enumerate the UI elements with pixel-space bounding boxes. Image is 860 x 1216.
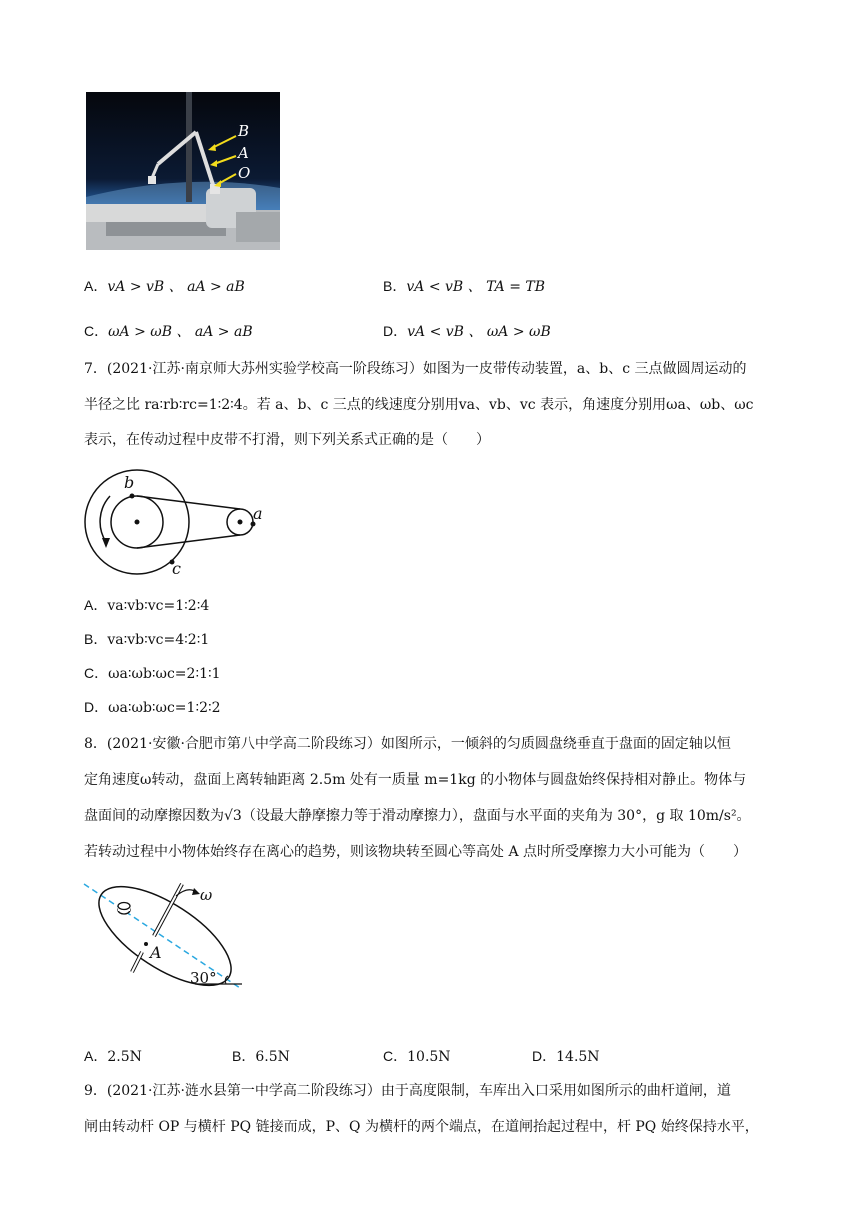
- q7-option-c: [84, 666, 221, 681]
- option-tag: B．: [232, 1048, 256, 1064]
- option-text: ωa∶ωb∶ωc=2∶1∶1: [108, 666, 221, 682]
- option-text: vA < vB 、 ωA > ωB: [407, 324, 551, 340]
- option-text: ωA > ωB 、 aA > aB: [108, 324, 253, 340]
- figure-label-a: a: [253, 504, 263, 523]
- q9-line-1: 9．(2021·江苏·涟水县第一中学高二阶段练习）由于高度限制，车库出入口采用如图所示的曲杆道闸，道: [84, 1083, 731, 1099]
- option-tag: C．: [84, 323, 109, 339]
- q8-option-a: [84, 1049, 142, 1064]
- option-tag: C．: [84, 665, 109, 681]
- option-text: vA < vB 、 TA = TB: [406, 279, 546, 295]
- q6-option-b: [383, 279, 545, 294]
- q7-line-3: 表示，在传动过程中皮带不打滑，则下列关系式正确的是（ ）: [84, 432, 490, 448]
- figure-label-a: A: [238, 144, 249, 162]
- option-text: ωa∶ωb∶ωc=1∶2∶2: [108, 700, 221, 716]
- q7-option-d: [84, 700, 221, 715]
- figure-label-omega: ω: [200, 886, 213, 904]
- belt-drive-diagram: [80, 466, 270, 578]
- option-tag: D．: [84, 699, 109, 715]
- q6-option-c: [84, 324, 253, 339]
- q7-option-a: [84, 598, 209, 613]
- figure-label-a: A: [150, 943, 162, 962]
- option-text: vA > vB 、 aA > aB: [107, 279, 245, 295]
- option-tag: C．: [383, 1048, 408, 1064]
- q8-line-1: 8．(2021·安徽·合肥市第八中学高二阶段练习）如图所示，一倾斜的匀质圆盘绕垂直于盘面的固定轴以恒: [84, 736, 731, 752]
- option-tag: D．: [383, 323, 408, 339]
- q8-option-b: [232, 1049, 290, 1064]
- q8-line-3: 盘面间的动摩擦因数为√3（设最大静摩擦力等于滑动摩擦力），盘面与水平面的夹角为 30°，g 取 10m/s²。: [84, 808, 751, 824]
- option-text: 2.5N: [107, 1049, 142, 1065]
- option-tag: B．: [84, 631, 108, 647]
- figure-label-c: c: [172, 559, 181, 578]
- figure-label-b: b: [124, 473, 135, 492]
- space-station-photo: [86, 92, 280, 250]
- q8-option-c: [383, 1049, 451, 1064]
- q8-option-d: [532, 1049, 600, 1064]
- option-tag: A．: [84, 278, 108, 294]
- option-tag: D．: [532, 1048, 557, 1064]
- option-text: 14.5N: [556, 1049, 600, 1065]
- option-tag: B．: [383, 278, 407, 294]
- q7-line-2: 半径之比 ra∶rb∶rc=1∶2∶4。若 a、b、c 三点的线速度分别用va、vb、vc 表示，角速度分别用ωa、ωb、ωc: [84, 397, 754, 413]
- q6-option-a: [84, 279, 245, 294]
- q8-line-4: 若转动过程中小物体始终存在离心的趋势，则该物块转至圆心等高处 A 点时所受摩擦力大小可能为（ ）: [84, 844, 748, 860]
- option-text: va∶vb∶vc=4∶2∶1: [107, 632, 210, 648]
- q7-option-b: [84, 632, 209, 647]
- tilted-disc-diagram: [80, 880, 250, 998]
- figure-label-angle: 30°: [190, 969, 217, 987]
- figure-label-b: B: [238, 122, 250, 140]
- option-text: va∶vb∶vc=1∶2∶4: [107, 598, 210, 614]
- option-tag: A．: [84, 597, 108, 613]
- q8-line-2: 定角速度ω转动，盘面上离转轴距离 2.5m 处有一质量 m=1kg 的小物体与圆盘始终保持相对静止。物体与: [84, 772, 747, 788]
- q6-option-d: [383, 324, 551, 339]
- option-text: 6.5N: [255, 1049, 290, 1065]
- option-tag: A．: [84, 1048, 108, 1064]
- q7-line-1: 7．(2021·江苏·南京师大苏州实验学校高一阶段练习）如图为一皮带传动装置，a、b、c 三点做圆周运动的: [84, 361, 747, 377]
- q9-line-2: 闸由转动杆 OP 与横杆 PQ 链接而成，P、Q 为横杆的两个端点，在道闸抬起过程中，杆 PQ 始终保持水平，: [84, 1119, 759, 1135]
- figure-label-o: O: [238, 164, 251, 182]
- option-text: 10.5N: [407, 1049, 451, 1065]
